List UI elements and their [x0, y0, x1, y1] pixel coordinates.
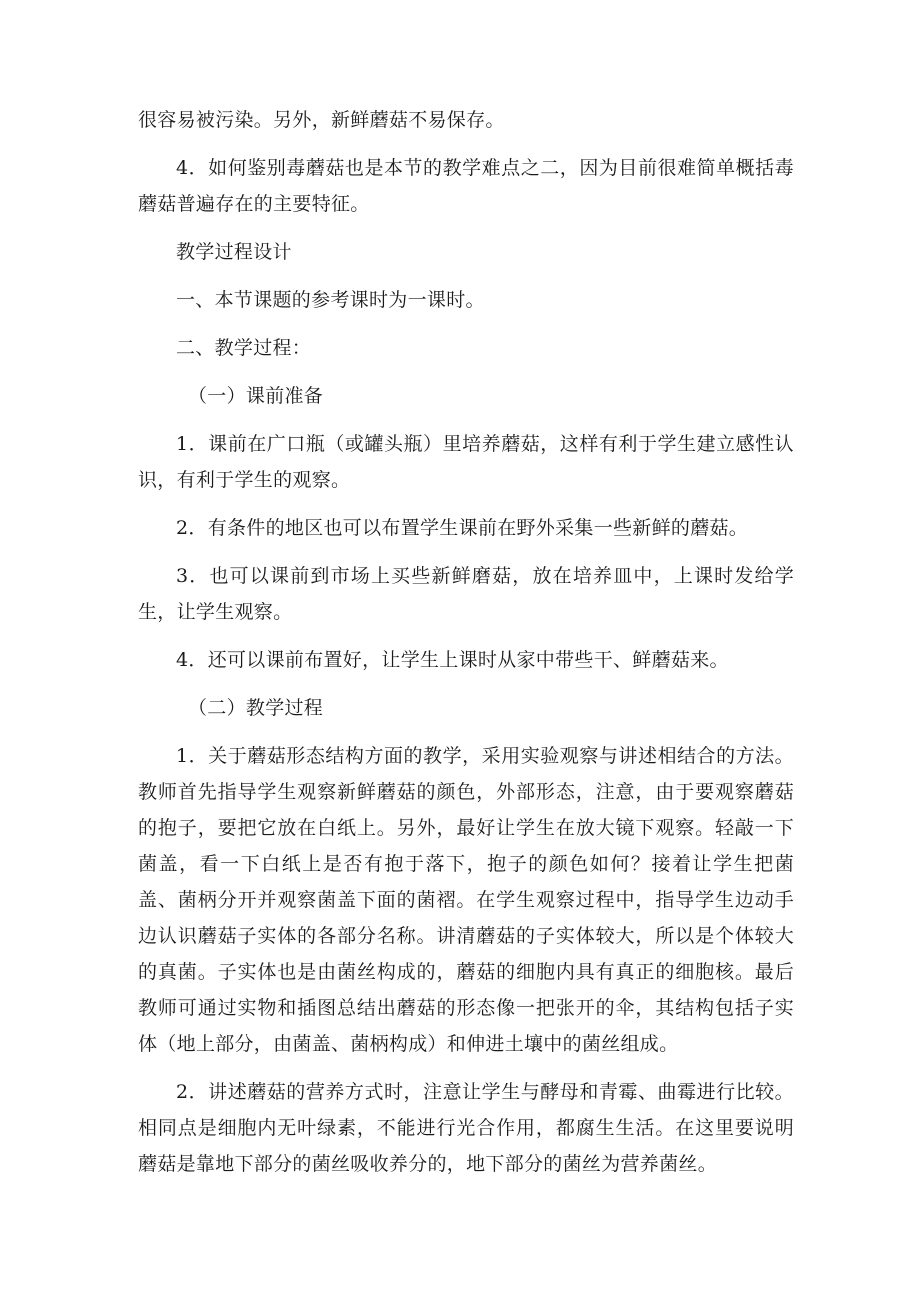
paragraph-difficulty-4: 4．如何鉴别毒蘑菇也是本节的教学难点之二，因为目前很难简单概括毒蘑菇普遍存在的主要特征。 [138, 157, 794, 215]
subheading-preparation: （一）课前准备 [188, 385, 324, 407]
section-heading-teaching-design: 教学过程设计 [176, 241, 292, 263]
document-page [138, 102, 794, 1182]
paragraph-process-2: 2．讲述蘑菇的营养方式时，注意让学生与酵母和青霉、曲霉进行比较。相同点是细胞内无叶绿素，不能进行光合作用，都腐生生活。在这里要说明蘑菇是靠地下部分的菌丝吸收养分的，地下部分的菌丝为营养菌丝。 [138, 1081, 794, 1175]
paragraph-continuation: 很容易被污染。另外，新鲜蘑菇不易保存。 [138, 109, 505, 131]
paragraph-process-1: 1．关于蘑菇形态结构方面的教学，采用实验观察与讲述相结合的方法。教师首先指导学生观察新鲜蘑菇的颜色，外部形态，注意，由于要观察蘑菇的抱子，要把它放在白纸上。另外，最好让学生在放大镜下观察。轻敲一下菌盖，看一下白纸上是否有抱于落下，抱子的颜色如何？接着让学生把菌盖、菌柄分开并观察菌盖下面的菌褶。在学生观察过程中，指导学生边动手边认识蘑菇子实体的各部分名称。讲清蘑菇的子实体较大，所以是个体较大的真菌。子实体也是由菌丝构成的，蘑菇的细胞内具有真正的细胞核。最后教师可通过实物和插图总结出蘑菇的形态像一把张开的伞，其结构包括子实体（地上部分，由菌盖、菌柄构成）和伸进土壤中的菌丝组成。 [138, 745, 794, 1055]
paragraph-class-hours: 一、本节课题的参考课时为一课时。 [176, 289, 485, 311]
paragraph-prep-3: 3．也可以课前到市场上买些新鲜磨菇，放在培养皿中，上课时发给学生，让学生观察。 [138, 565, 794, 623]
paragraph-prep-1: 1．课前在广口瓶（或罐头瓶）里培养蘑菇，这样有利于学生建立感性认识，有利于学生的观察。 [138, 433, 794, 491]
paragraph-prep-2: 2．有条件的地区也可以布置学生课前在野外采集一些新鲜的蘑菇。 [176, 517, 749, 539]
paragraph-prep-4: 4．还可以课前布置好，让学生上课时从家中带些干、鲜蘑菇来。 [176, 649, 729, 671]
subheading-process: （二）教学过程 [188, 697, 324, 719]
paragraph-teaching-process: 二、教学过程： [176, 337, 312, 359]
